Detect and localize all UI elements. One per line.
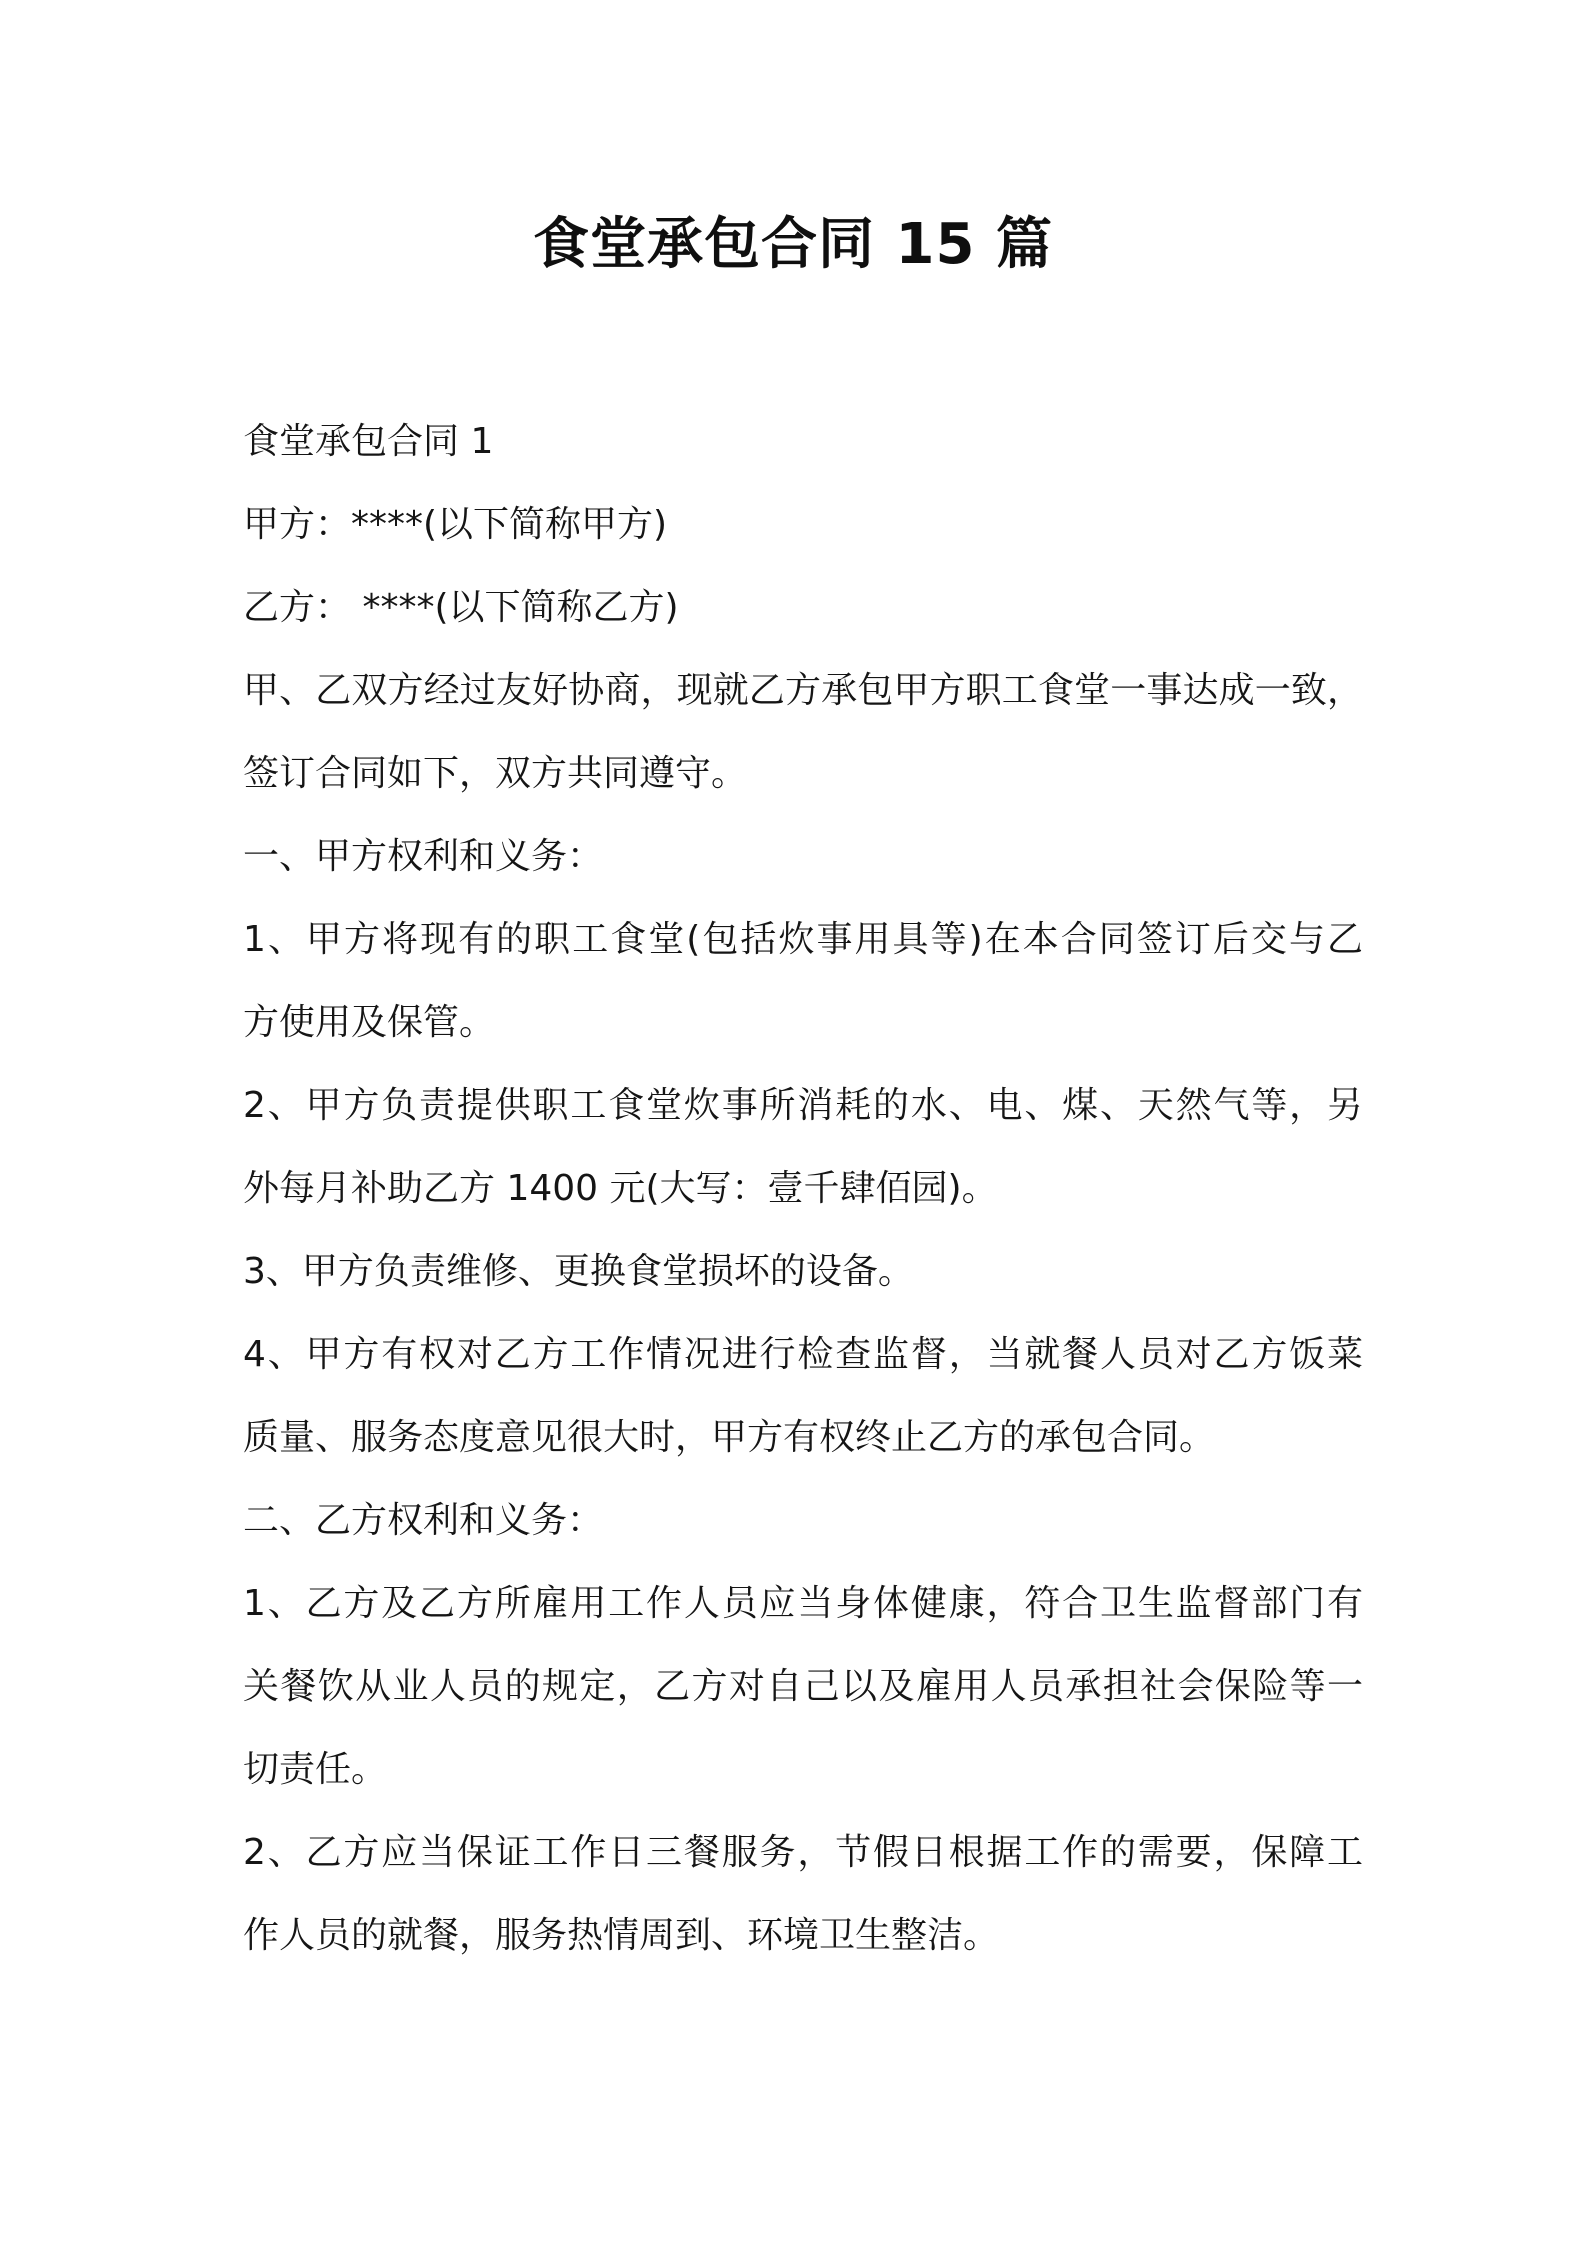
paragraph-line: 甲、乙双方经过友好协商，现就乙方承包甲方职工食堂一事达成一致， bbox=[243, 670, 1363, 711]
paragraph-line: 1、甲方将现有的职工食堂(包括炊事用具等)在本合同签订后交与乙 bbox=[243, 919, 1363, 960]
paragraph-line: 签订合同如下，双方共同遵守。 bbox=[243, 753, 748, 794]
party-a-line: 甲方：****(以下简称甲方) bbox=[243, 504, 668, 545]
section-heading: 食堂承包合同 1 bbox=[243, 421, 494, 462]
paragraph-line: 质量、服务态度意见很大时，甲方有权终止乙方的承包合同。 bbox=[243, 1417, 1216, 1458]
paragraph-line: 作人员的就餐，服务热情周到、环境卫生整洁。 bbox=[243, 1915, 1000, 1956]
party-b-line: 乙方： ****(以下简称乙方) bbox=[243, 587, 679, 628]
paragraph-line: 3、甲方负责维修、更换食堂损坏的设备。 bbox=[243, 1251, 914, 1292]
paragraph-line: 切责任。 bbox=[243, 1749, 388, 1790]
paragraph-line: 4、甲方有权对乙方工作情况进行检查监督，当就餐人员对乙方饭菜 bbox=[243, 1334, 1363, 1375]
clause-heading: 二、乙方权利和义务： bbox=[243, 1500, 604, 1541]
document-title: 食堂承包合同 15 篇 bbox=[533, 212, 1053, 277]
paragraph-line: 1、乙方及乙方所雇用工作人员应当身体健康，符合卫生监督部门有 bbox=[243, 1583, 1363, 1624]
clause-heading: 一、甲方权利和义务： bbox=[243, 836, 604, 877]
paragraph-line: 方使用及保管。 bbox=[243, 1002, 496, 1043]
paragraph-line: 2、甲方负责提供职工食堂炊事所消耗的水、电、煤、天然气等，另 bbox=[243, 1085, 1363, 1126]
paragraph-line: 外每月补助乙方 1400 元(大写：壹千肆佰园)。 bbox=[243, 1168, 998, 1209]
paragraph-line: 关餐饮从业人员的规定，乙方对自己以及雇用人员承担社会保险等一 bbox=[243, 1666, 1363, 1707]
paragraph-line: 2、乙方应当保证工作日三餐服务，节假日根据工作的需要，保障工 bbox=[243, 1832, 1363, 1873]
document-body bbox=[243, 400, 1363, 1977]
